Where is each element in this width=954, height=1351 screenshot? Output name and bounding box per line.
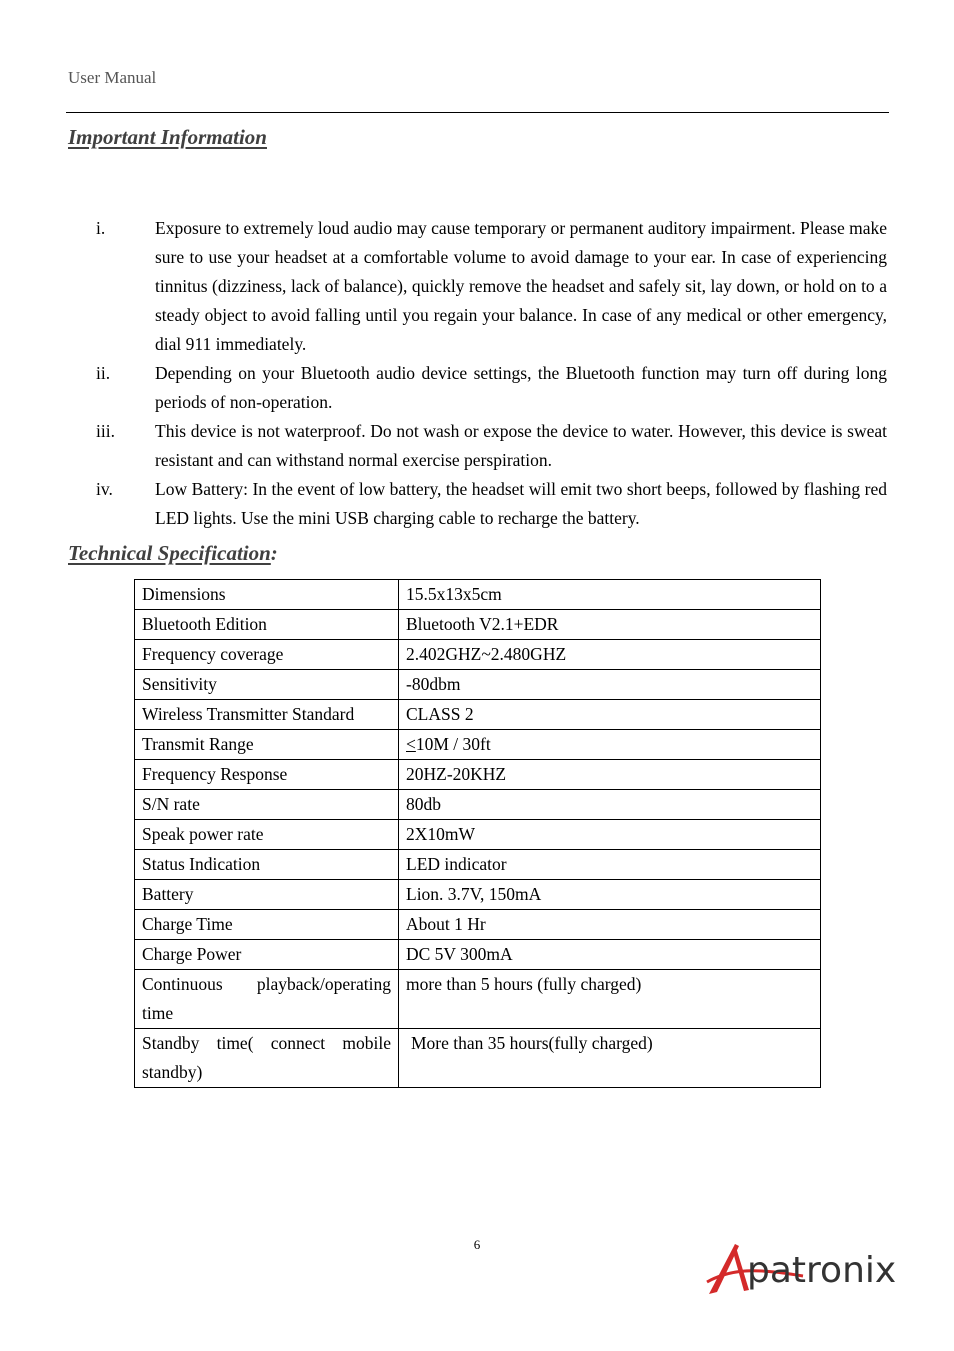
table-row [135, 1029, 821, 1088]
table-row [135, 670, 821, 700]
table-row [135, 880, 821, 910]
spec-value-text: 10M / 30ft [415, 734, 491, 754]
table-row [135, 850, 821, 880]
spec-label: Transmit Range [135, 730, 399, 760]
spec-value: more than 5 hours (fully charged) [399, 970, 821, 1029]
header-label: User Manual [68, 68, 157, 87]
apatronix-logo [705, 1236, 917, 1305]
technical-spec-heading-text: Technical Specification [68, 541, 271, 565]
spec-label: Wireless Transmitter Standard [135, 700, 399, 730]
spec-value: 80db [399, 790, 821, 820]
spec-value [399, 730, 821, 760]
spec-value: 2.402GHZ~2.480GHZ [399, 640, 821, 670]
note-number: iii. [96, 421, 115, 441]
spec-value: 15.5x13x5cm [399, 580, 821, 610]
spec-value: LED indicator [399, 850, 821, 880]
table-row [135, 610, 821, 640]
note-item [96, 214, 891, 359]
spec-table [134, 579, 821, 1088]
page-number: 6 [473, 1237, 481, 1252]
table-row [135, 820, 821, 850]
table-row [135, 970, 821, 1029]
spec-value: Lion. 3.7V, 150mA [399, 880, 821, 910]
spec-label: Charge Time [135, 910, 399, 940]
important-info-heading [68, 125, 267, 150]
spec-label: Continuous playback/operating time [135, 970, 399, 1029]
spec-label: Battery [135, 880, 399, 910]
note-number: ii. [96, 363, 111, 383]
spec-value: About 1 Hr [399, 910, 821, 940]
table-row [135, 700, 821, 730]
spec-label: Frequency coverage [135, 640, 399, 670]
note-text: This device is not waterproof. Do not wash or expose the device to water. However, this device is sweat resistant and can withstand normal exercise perspiration. [155, 421, 887, 470]
spec-label: Charge Power [135, 940, 399, 970]
spec-value-text: More than 35 hours(fully charged) [411, 1033, 653, 1053]
note-number: i. [96, 218, 106, 238]
note-item [96, 359, 891, 417]
important-notes-list [96, 214, 891, 533]
spec-label: Status Indication [135, 850, 399, 880]
technical-spec-heading-colon: : [270, 541, 278, 565]
spec-label: S/N rate [135, 790, 399, 820]
note-item [96, 475, 891, 533]
note-text: Depending on your Bluetooth audio device settings, the Bluetooth function may turn off during long periods of non-operation. [155, 363, 887, 412]
note-item [96, 417, 891, 475]
table-row [135, 940, 821, 970]
spec-label: Standby time( connect mobile standby) [135, 1029, 399, 1088]
spec-label: Sensitivity [135, 670, 399, 700]
spec-value: DC 5V 300mA [399, 940, 821, 970]
note-number: iv. [96, 479, 113, 499]
table-row [135, 760, 821, 790]
spec-value: 20HZ-20KHZ [399, 760, 821, 790]
note-text: Low Battery: In the event of low battery, the headset will emit two short beeps, followed by flashing red LED lights. Use the mini USB charging cable to recharge the battery. [155, 479, 887, 528]
important-info-heading-text: Important Information [68, 125, 267, 149]
technical-spec-heading [68, 541, 278, 566]
spec-value: 2X10mW [399, 820, 821, 850]
table-row [135, 910, 821, 940]
less-than-symbol: < [406, 734, 416, 754]
spec-label: Dimensions [135, 580, 399, 610]
spec-value: CLASS 2 [399, 700, 821, 730]
spec-label: Bluetooth Edition [135, 610, 399, 640]
spec-value: -80dbm [399, 670, 821, 700]
table-row [135, 580, 821, 610]
spec-label: Frequency Response [135, 760, 399, 790]
table-row [135, 790, 821, 820]
apatronix-logo-mark [705, 1236, 917, 1300]
header-rule [66, 112, 889, 113]
table-row [135, 730, 821, 760]
spec-value: Bluetooth V2.1+EDR [399, 610, 821, 640]
note-text: Exposure to extremely loud audio may cause temporary or permanent auditory impairment. Please make sure to use your headset at a comfortable volume to avoid damage to your ear. In case of experiencing tinnitus (dizziness, lack of balance), quickly remove the headset and safely sit, lay down, or hold on to a steady object to avoid falling until you regain your balance. In case of any medical or other emergency, dial 911 immediately. [155, 218, 887, 354]
table-row [135, 640, 821, 670]
apatronix-wordmark: patronix [747, 1250, 897, 1291]
spec-value [399, 1029, 821, 1088]
spec-label: Speak power rate [135, 820, 399, 850]
